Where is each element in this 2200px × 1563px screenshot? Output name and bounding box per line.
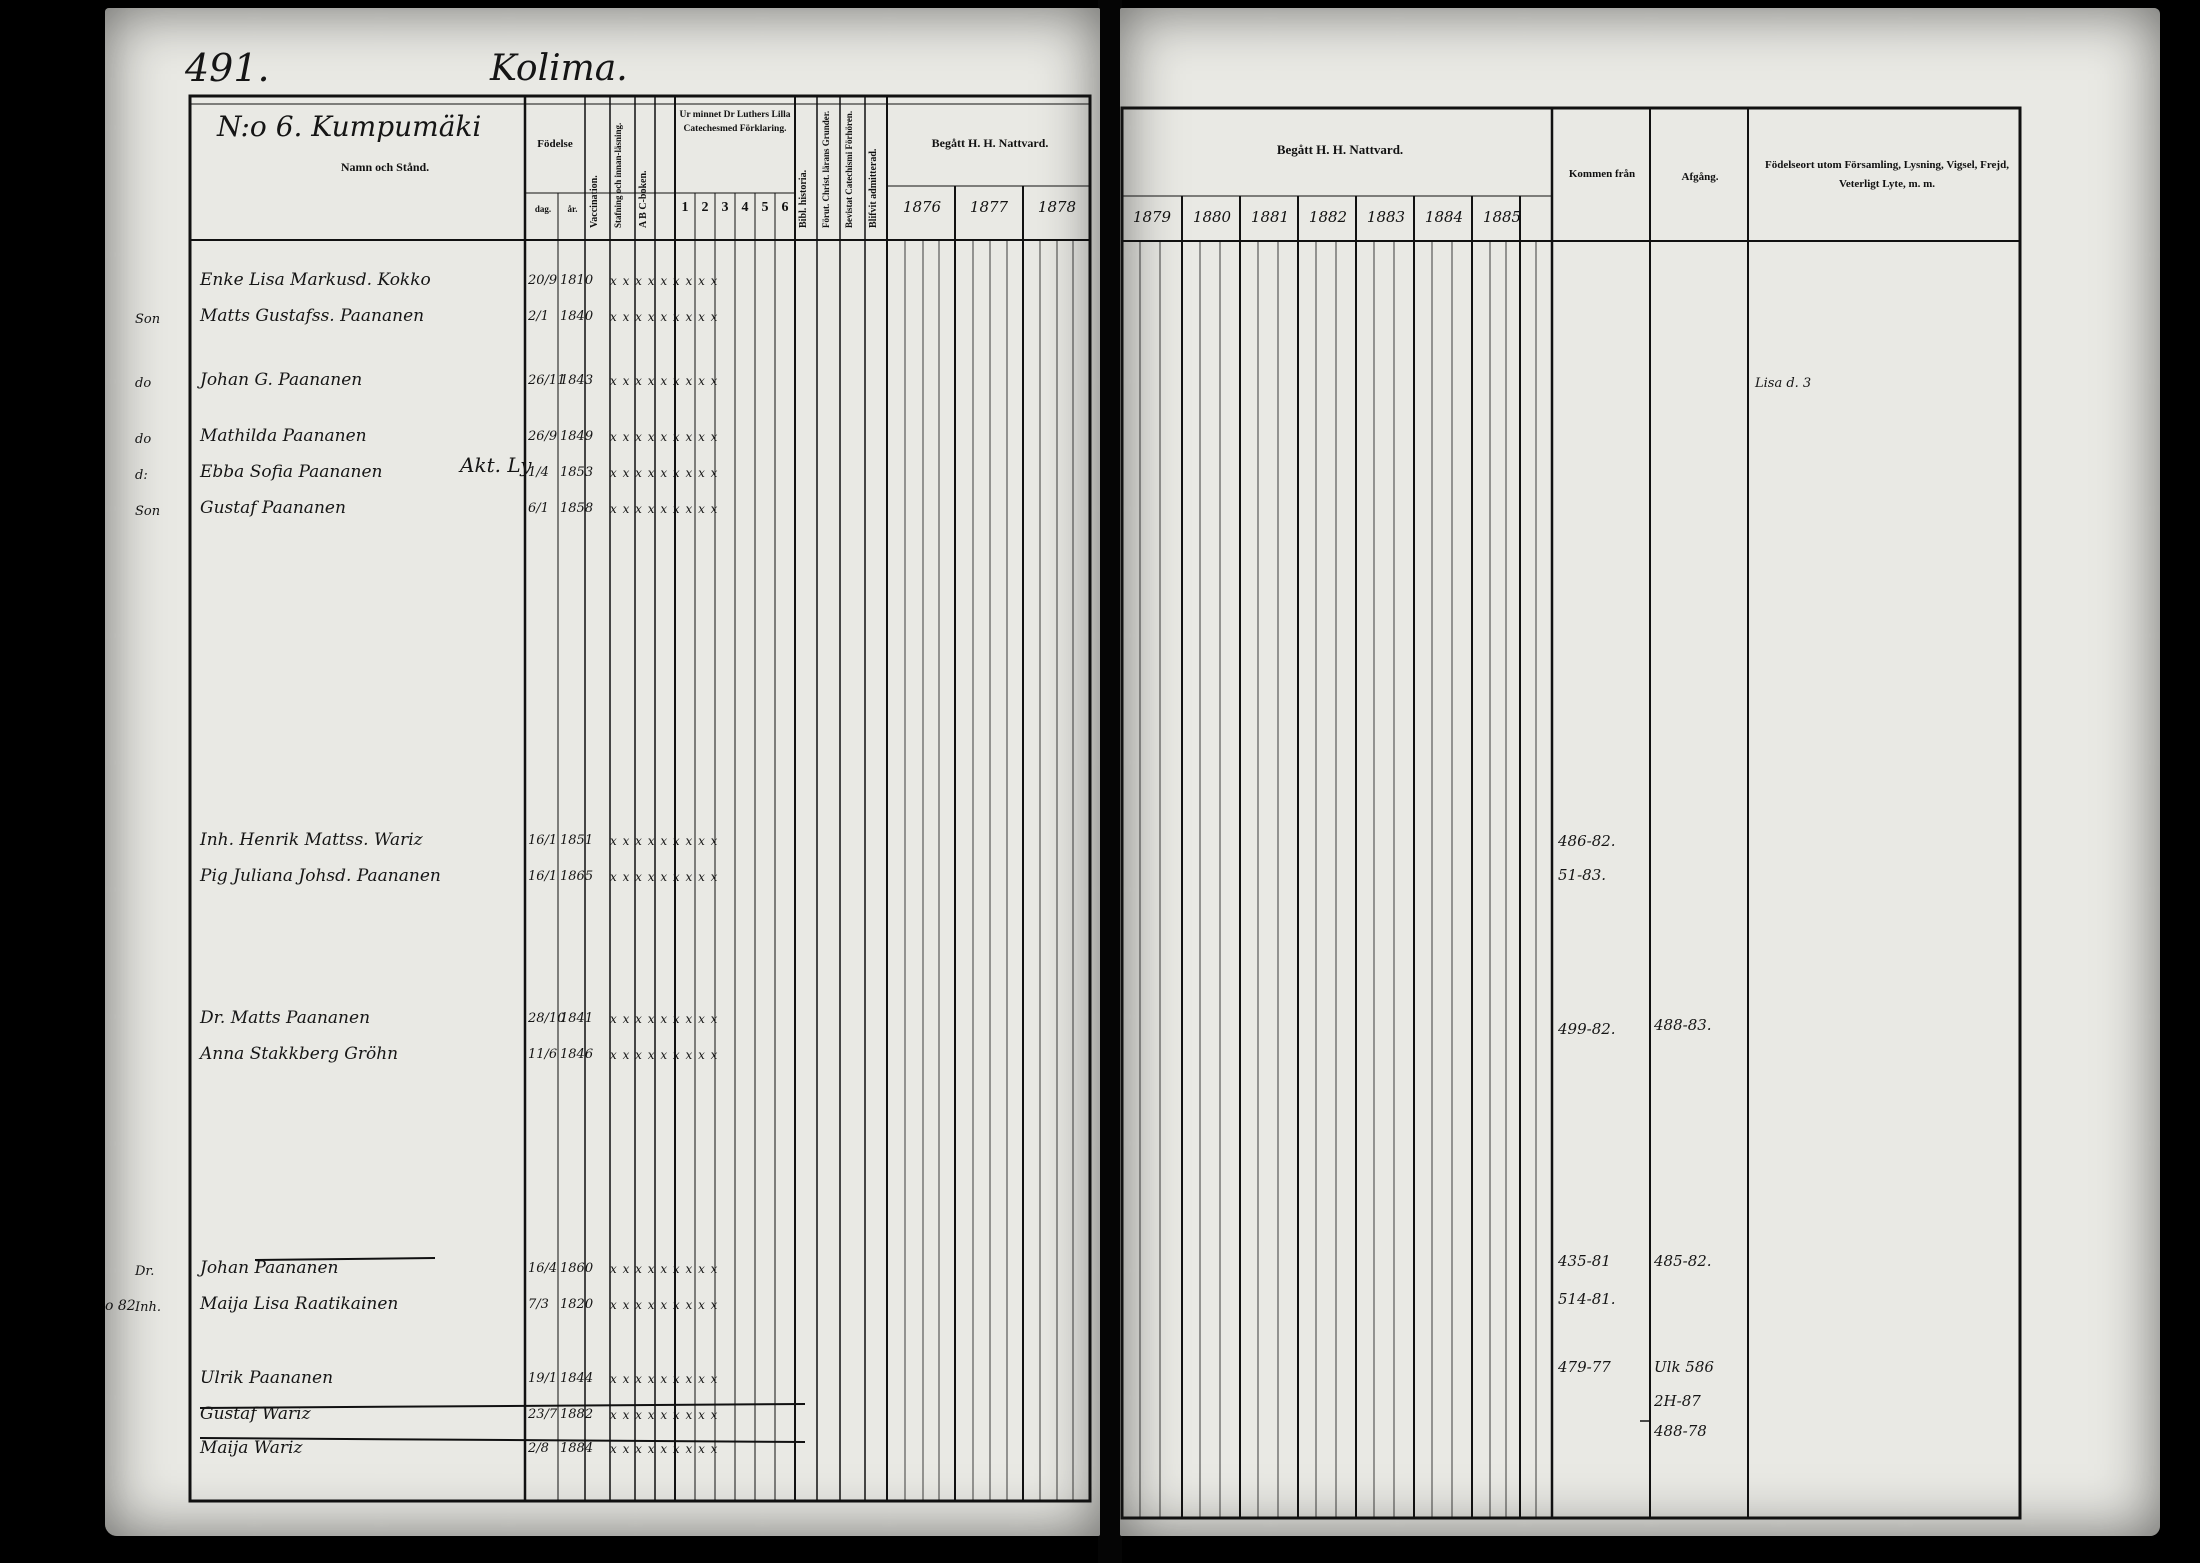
birth-year: 1849 [560, 429, 594, 444]
birth-year: 1840 [560, 309, 594, 324]
reading-marks: x x x x x x x x x [610, 374, 719, 388]
member-name: Matts Gustafss. Paananen [200, 306, 425, 326]
member-row [105, 1294, 1095, 1324]
catechism-col-6: 6 [781, 200, 789, 215]
row-prefix: d: [135, 468, 148, 483]
birth-year: 1858 [560, 501, 594, 516]
catechism-column-numbers [675, 200, 795, 220]
birth-day: 2/8 [528, 1441, 549, 1456]
right-ruled-grid [1120, 8, 2160, 1536]
catechism-col-4: 4 [741, 200, 749, 215]
birth-day: 16/4 [528, 1261, 558, 1276]
birth-year: 1810 [560, 273, 594, 288]
member-name: Johan G. Paananen [200, 370, 363, 390]
member-row [105, 1044, 1095, 1074]
birth-year: 1843 [560, 373, 594, 388]
reading-marks: x x x x x x x x x [610, 430, 719, 444]
member-row [105, 1258, 1095, 1288]
afgang-entry: 485-82. [1654, 1252, 1712, 1270]
member-row [105, 426, 1095, 456]
birth-day: 6/1 [528, 501, 549, 516]
birth-year: 1841 [560, 1011, 594, 1026]
member-row [105, 370, 1095, 400]
header-nattvard-right: Begått H. H. Nattvard. [1276, 142, 1404, 157]
reading-marks: x x x x x x x x x [610, 834, 719, 848]
birth-day: 2/1 [528, 309, 549, 324]
header-name-stand: Namn och Stånd. [340, 160, 430, 174]
member-name: Maija Wariz [200, 1438, 303, 1458]
member-row [105, 462, 1095, 492]
reading-marks: x x x x x x x x x [610, 466, 719, 480]
header-vaccination: Vaccination. [589, 175, 600, 228]
house-title: N:o 6. Kumpumäki [217, 110, 482, 143]
afgang-entry: 488-78 [1654, 1422, 1707, 1440]
akt-annotation: Akt. Ly [460, 453, 532, 477]
reading-marks: x x x x x x x x x [610, 310, 719, 324]
birth-year: 1820 [560, 1297, 594, 1312]
year-1883: 1883 [1366, 208, 1406, 226]
year-1878: 1878 [1037, 198, 1077, 216]
reading-marks: x x x x x x x x x [610, 1372, 719, 1386]
row-prefix: Son [135, 312, 161, 327]
year-1882: 1882 [1308, 208, 1348, 226]
birth-day: 20/9 [528, 273, 558, 288]
header-ar: år. [567, 204, 578, 214]
reading-marks: x x x x x x x x x [610, 274, 719, 288]
year-1880: 1880 [1192, 208, 1232, 226]
kommen-entry: 479-77 [1558, 1358, 1611, 1376]
header-catechism: Ur minnet Dr Luthers Lilla Catechesmed Förklaring. [679, 110, 791, 134]
header-bevistat: Bevistat Catechismi Förhören. [844, 110, 854, 228]
year-1877: 1877 [969, 198, 1009, 216]
catechism-col-3: 3 [721, 200, 729, 215]
catechism-col-5: 5 [761, 200, 769, 215]
member-name: Pig Juliana Johsd. Paananen [200, 866, 441, 886]
kommen-entry: 435-81 [1558, 1252, 1611, 1270]
reading-marks: x x x x x x x x x [610, 502, 719, 516]
reading-marks: x x x x x x x x x [610, 1442, 719, 1456]
afgang-entry: 2H-87 [1654, 1392, 1701, 1410]
header-kommen: Kommen från [1568, 168, 1636, 180]
birth-day: 7/3 [528, 1297, 549, 1312]
row-prefix: Inh. [135, 1300, 162, 1315]
row-prefix: do [135, 376, 152, 391]
header-dag: dag. [534, 204, 552, 214]
birth-day: 23/7 [528, 1407, 558, 1422]
birth-year: 1851 [560, 833, 594, 848]
kommen-entry: 51-83. [1558, 866, 1607, 884]
header-fodelseort: Födelseort utom Församling, Lysning, Vigsel, Frejd, Veterligt Lyte, m. m. [1765, 159, 2009, 190]
reading-marks: x x x x x x x x x [610, 1048, 719, 1062]
member-name: Ebba Sofia Paananen [200, 462, 383, 482]
row-prefix: Son [135, 504, 161, 519]
year-1879: 1879 [1132, 208, 1172, 226]
member-row [105, 1008, 1095, 1038]
village-name: Kolima. [490, 48, 628, 89]
kommen-entry: 499-82. [1558, 1020, 1616, 1038]
member-row [105, 270, 1095, 300]
birth-day: 28/10 [528, 1011, 566, 1026]
birth-day: 19/1 [528, 1371, 558, 1386]
member-row [105, 1438, 1095, 1468]
member-name: Ulrik Paananen [200, 1368, 334, 1388]
reading-marks: x x x x x x x x x [610, 1012, 719, 1026]
row-prefix: do [135, 432, 152, 447]
header-bibl: Bibl. historia. [798, 169, 809, 228]
birth-year: 1860 [560, 1261, 594, 1276]
member-name: Mathilda Paananen [200, 426, 367, 446]
row-prefix: Dr. [135, 1264, 155, 1279]
catechism-col-1: 1 [681, 200, 689, 215]
kommen-entry: 486-82. [1558, 832, 1616, 850]
member-name: Maija Lisa Raatikainen [200, 1294, 399, 1314]
year-1881: 1881 [1250, 208, 1290, 226]
reading-marks: x x x x x x x x x [610, 1298, 719, 1312]
birth-year: 1853 [560, 465, 594, 480]
kommen-entry: 514-81. [1558, 1290, 1616, 1308]
member-row [105, 830, 1095, 860]
birth-year: 1884 [560, 1441, 594, 1456]
book-gutter [1098, 0, 1122, 1563]
right-page [1120, 8, 2160, 1536]
birth-day: 26/11 [528, 373, 566, 388]
member-name: Gustaf Wariz [200, 1404, 311, 1424]
member-name: Dr. Matts Paananen [200, 1008, 371, 1028]
birth-year: 1844 [560, 1371, 594, 1386]
member-name: Gustaf Paananen [200, 498, 346, 518]
birth-day: 1/4 [528, 465, 549, 480]
member-row [105, 1404, 1095, 1434]
year-1884: 1884 [1424, 208, 1464, 226]
member-name: Inh. Henrik Mattss. Wariz [200, 830, 423, 850]
reading-marks: x x x x x x x x x [610, 1262, 719, 1276]
member-name: Johan Paananen [200, 1258, 339, 1278]
reading-marks: x x x x x x x x x [610, 870, 719, 884]
header-nattvard-left: Begått H. H. Nattvard. [931, 136, 1049, 150]
header-stafning: Stafning och innan-läsning. [613, 122, 623, 228]
member-row [105, 306, 1095, 336]
birth-day: 16/1 [528, 833, 558, 848]
header-forst: Förut. Christ. lärans Grunder. [821, 110, 831, 228]
member-row [105, 498, 1095, 528]
birth-day: 11/6 [528, 1047, 558, 1062]
left-page [105, 8, 1100, 1536]
year-1885: 1885 [1482, 208, 1522, 226]
reading-marks: x x x x x x x x x [610, 1408, 719, 1422]
header-blifvit: Blifvit admitterad. [868, 148, 879, 228]
page-number: 491. [185, 46, 270, 90]
header-abc: A B C-boken. [638, 170, 649, 228]
note-entry: Lisa d. 3 [1755, 376, 1812, 391]
header-afgang: Afgång. [1681, 171, 1719, 183]
afgang-entry: 488-83. [1654, 1016, 1712, 1034]
year-1876: 1876 [902, 198, 942, 216]
birth-day: 26/9 [528, 429, 558, 444]
birth-year: 1846 [560, 1047, 594, 1062]
header-fodelse: Födelse [537, 138, 573, 150]
catechism-col-2: 2 [701, 200, 709, 215]
birth-year: 1882 [560, 1407, 594, 1422]
afgang-entry: Ulk 586 [1654, 1358, 1714, 1376]
member-row [105, 866, 1095, 896]
birth-year: 1865 [560, 869, 594, 884]
member-name: Anna Stakkberg Gröhn [200, 1044, 399, 1064]
member-name: Enke Lisa Markusd. Kokko [200, 270, 431, 290]
margin-note: o 82 [105, 1298, 136, 1314]
member-row [105, 1368, 1095, 1398]
birth-day: 16/1 [528, 869, 558, 884]
